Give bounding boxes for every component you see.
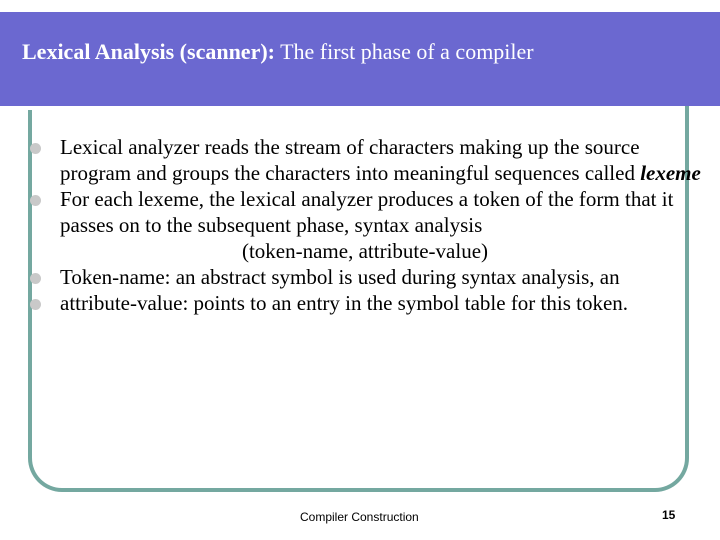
bullet-emphasis: lexeme (640, 161, 701, 185)
bullet-item (30, 290, 710, 316)
title-bar (0, 12, 720, 106)
bullet-icon (30, 273, 41, 284)
footer-text: Compiler Construction (300, 510, 419, 524)
bullet-item (30, 186, 710, 264)
bullet-text: attribute-value: points to an entry in the symbol table for this token. (60, 291, 629, 315)
slide-title-rest: The first phase of a compiler (275, 39, 534, 64)
slide-title-bold: Lexical Analysis (scanner): (22, 39, 275, 64)
bullet-icon (30, 299, 41, 310)
page-number: 15 (662, 508, 676, 522)
token-format: (token-name, attribute-value) (241, 239, 489, 263)
bullet-item (30, 134, 710, 186)
bullet-item (30, 264, 710, 290)
bullet-icon (30, 195, 41, 206)
title-underline (0, 106, 636, 110)
bullet-text: For each lexeme, the lexical analyzer produces a token of the form that it passes on to the subsequent phase, syntax analysis (60, 187, 674, 237)
bullet-list (30, 134, 710, 316)
slide-title (22, 39, 534, 65)
bullet-icon (30, 143, 41, 154)
bullet-text: Lexical analyzer reads the stream of characters making up the source program and groups the characters into meaningful sequences called (60, 135, 641, 185)
bullet-text: Token-name: an abstract symbol is used during syntax analysis, an (60, 265, 620, 289)
